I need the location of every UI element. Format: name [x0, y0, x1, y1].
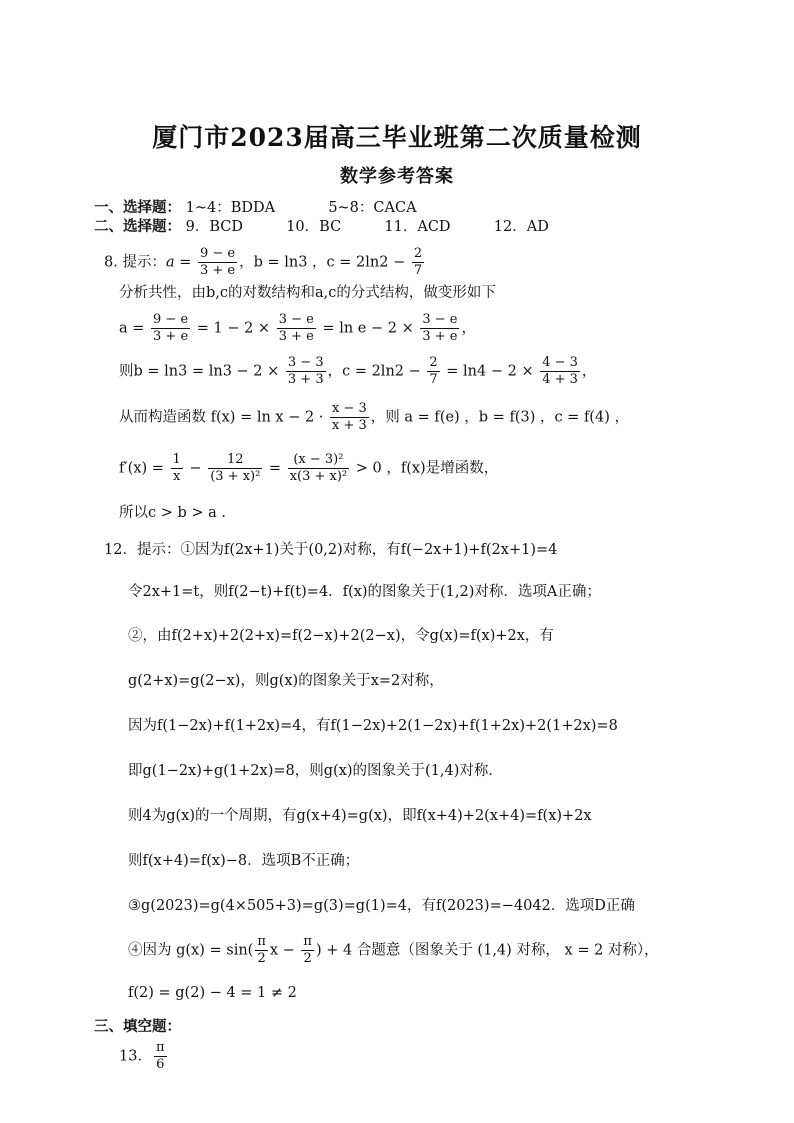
answer-13-prefix: 13．: [119, 1048, 152, 1065]
hint12-line-6: 即g(1−2x)+g(1+2x)=8，则g(x)的图象关于(1,4)对称．: [128, 763, 503, 779]
page-title: 厦门市2023届高三毕业班第二次质量检测: [152, 123, 642, 152]
section2-q12: 12．AD: [493, 219, 549, 235]
hint12-line-11: f(2) = g(2) − 4 = 1 ≠ 2: [128, 985, 297, 1001]
hint8-line-6: f′(x) = $\frac{1}{x}$ − $\frac{12}{\text{(3 + x)²}}$ = $\frac{\text{(x − 3)²}}{\text{x(3 + x)²}}$ > 0 ，f(x)是增函数，: [119, 452, 499, 484]
hint8-line-4: 则b = ln3 = ln3 − 2 × $\frac{3 - 3}{3 + 3}$ ，c = 2ln2 − $\frac{2}{7}$ = ln4 − 2 × $\frac{4 - 3}{4 + 3}$ ，: [119, 355, 597, 387]
hint12-line-7: 则4为g(x)的一个周期，有g(x+4)=g(x)，即f(x+4)+2(x+4)=f(x)+2x: [128, 808, 592, 824]
hint8-prefix: 8. 提示：: [104, 254, 166, 271]
section1-group2: 5~8：CACA: [328, 200, 417, 216]
hint8-line-7: 所以c > b > a .: [119, 505, 227, 521]
section1-label: 一、选择题：: [94, 199, 181, 216]
hint8-line-1: [104, 246, 426, 279]
hint12-line-1: 12．提示：①因为f(2x+1)关于(0,2)对称，有f(−2x+1)+f(2x+1)=4: [104, 542, 558, 558]
hint12-line-4: g(2+x)=g(2−x)，则g(x)的图象关于x=2对称，: [128, 673, 444, 689]
hint12-line-8: 则f(x+4)=f(x)−8．选项B不正确；: [128, 853, 360, 869]
hint8-line-3: a = $\frac{9 - e}{3 + e}$ = 1 − 2 × $\frac{3 - e}{3 + e}$ = ln e − 2 × $\frac{3 - e}{3 + e}$ ，: [119, 312, 476, 344]
hint12-line-5: 因为f(1−2x)+f(1+2x)=4，有f(1−2x)+2(1−2x)+f(1+2x)+2(1+2x)=8: [128, 718, 618, 734]
section2-q9: 9．BCD: [185, 219, 243, 235]
hint12-line-9: ③g(2023)=g(4×505+3)=g(3)=g(1)=4，有f(2023)=−4042．选项D正确: [128, 898, 635, 914]
answer-13: [119, 1040, 169, 1073]
section3-label: 三、填空题：: [94, 1018, 181, 1035]
section1-group1: 1~4：BDDA: [185, 200, 276, 216]
hint8-frac-a: $\frac{9 - e}{3 + e}$: [199, 246, 236, 278]
hint8-bc: ，b = ln3 ，c = 2ln2 −: [239, 254, 410, 271]
page-subtitle: 数学参考答案: [340, 166, 454, 187]
hint8-a: a =: [165, 254, 196, 271]
section2-q11: 11．ACD: [384, 219, 451, 235]
hint8-line-5: 从而构造函数 f(x) = ln x − 2 · $\frac{x - 3}{x + 3}$ ，则 a = f(e) ，b = f(3) ，c = f(4) ，: [119, 401, 629, 433]
hint12-line-2: 令2x+1=t，则f(2−t)+f(t)=4．f(x)的图象关于(1,2)对称．选项A正确；: [128, 584, 601, 600]
hint12-line-3: ②，由f(2+x)+2(2+x)=f(2−x)+2(2−x)，令g(x)=f(x)+2x，有: [128, 628, 554, 644]
section2-label: 二、选择题：: [94, 218, 181, 235]
hint12-line-10: ④因为 g(x) = sin( $\frac{\pi}{2}$ x − $\frac{\pi}{2}$ ) + 4 合题意（图象关于 (1,4) 对称， x = 2 对称），: [128, 934, 659, 966]
hint8-line-2: 分析共性，由b,c的对数结构和a,c的分式结构，做变形如下: [119, 285, 496, 301]
section1-line: [94, 198, 417, 218]
answer-13-frac: $\frac{\pi}{6}$: [155, 1040, 165, 1072]
hint8-frac-c: $\frac{2}{7}$: [413, 246, 423, 278]
section2-q10: 10．BC: [286, 219, 342, 235]
section2-line: [94, 217, 549, 237]
